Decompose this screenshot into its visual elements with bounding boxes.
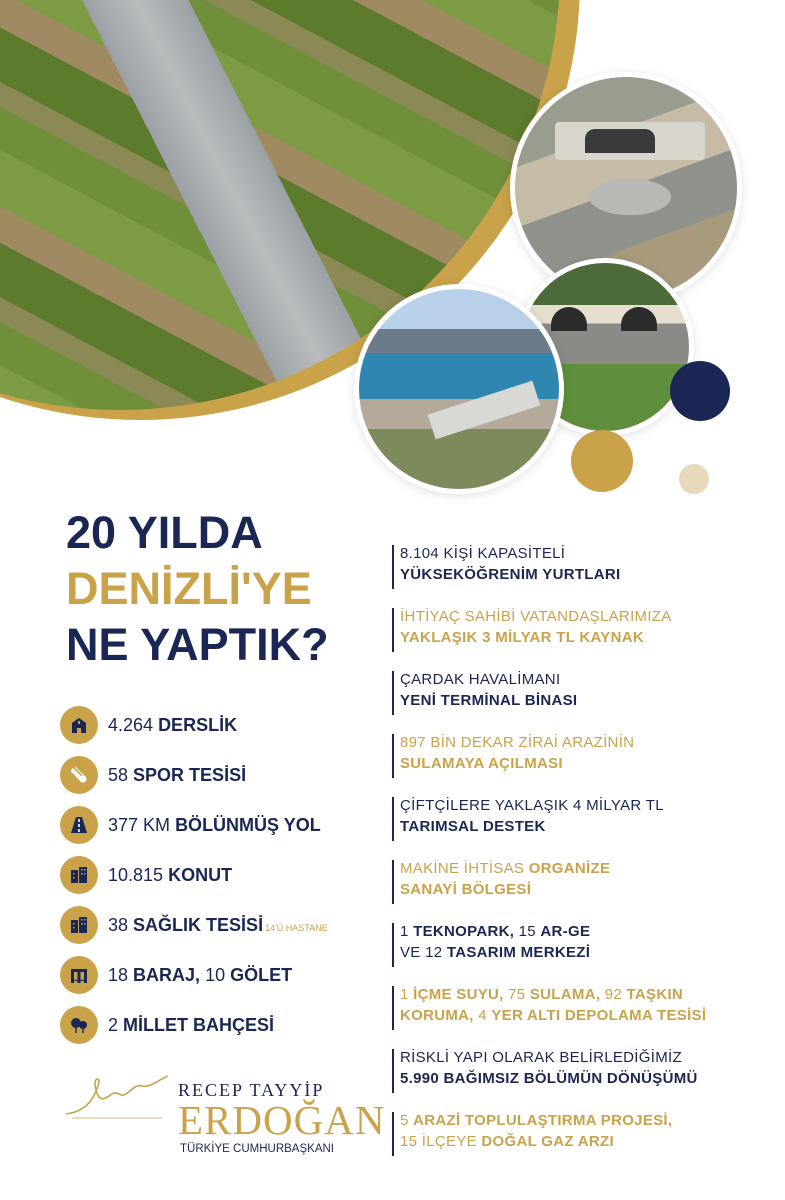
- achievements-list: [392, 543, 762, 1173]
- achievement-line: [400, 921, 762, 942]
- achievement-text: ORGANİZE: [528, 860, 611, 877]
- achievement-line: [400, 1131, 762, 1152]
- achievement-item: [392, 1047, 762, 1110]
- achievement-text: İÇME SUYU,: [413, 986, 504, 1003]
- achievement-text: ARAZİ TOPLULAŞTIRMA PROJESİ,: [413, 1112, 673, 1129]
- achievement-text: YENİ TERMİNAL BİNASI: [400, 692, 578, 709]
- achievement-line: [400, 858, 762, 879]
- dam-icon: [60, 956, 98, 994]
- stat-label: MİLLET BAHÇESİ: [123, 1014, 275, 1035]
- achievement-text: SULAMAYA AÇILMASI: [400, 755, 563, 772]
- achievement-text: SULAMA,: [529, 986, 601, 1003]
- signature-last-name: ERDOĞAN: [178, 1097, 386, 1143]
- achievement-item: [392, 669, 762, 732]
- achievement-line: [400, 690, 762, 711]
- shuttlecock-icon: [60, 756, 98, 794]
- achievement-item: [392, 984, 762, 1047]
- achievement-text: 4: [473, 1007, 492, 1024]
- achievement-line: [400, 1068, 762, 1089]
- stat-item: [60, 1000, 328, 1050]
- achievement-text: TASARIM MERKEZİ: [446, 944, 591, 961]
- signature-first-name: RECEP TAYYİP: [178, 1080, 325, 1100]
- achievement-item: [392, 606, 762, 669]
- stat-number: 38: [108, 914, 129, 935]
- achievement-text: AR-GE: [540, 923, 591, 940]
- stat-item: [60, 850, 328, 900]
- achievement-text: KORUMA,: [400, 1007, 474, 1024]
- achievement-line: [400, 543, 762, 564]
- achievement-text: TEKNOPARK,: [413, 923, 515, 940]
- achievement-text: YAKLAŞIK 3 MİLYAR TL KAYNAK: [400, 629, 644, 646]
- achievement-line: [400, 879, 762, 900]
- achievement-text: 5.990 BAĞIMSIZ BÖLÜMÜN DÖNÜŞÜMÜ: [400, 1070, 698, 1087]
- stat-item: [60, 950, 328, 1000]
- headline: [66, 505, 329, 673]
- achievement-text: 1: [400, 986, 414, 1003]
- stat-number: 4.264: [108, 714, 154, 735]
- school-icon: [60, 706, 98, 744]
- stat-number: 58: [108, 764, 129, 785]
- stat-item: [60, 800, 328, 850]
- stat-item: [60, 750, 328, 800]
- stat-label: BÖLÜNMÜŞ YOL: [175, 814, 321, 835]
- signature-title: TÜRKİYE CUMHURBAŞKANI: [180, 1143, 334, 1155]
- achievement-item: [392, 543, 762, 606]
- achievement-line: [400, 627, 762, 648]
- stat-number: 2: [108, 1014, 119, 1035]
- stat-label: SPOR TESİSİ: [133, 764, 247, 785]
- achievement-text: VE 12: [400, 944, 447, 961]
- achievement-line: [400, 1005, 762, 1026]
- achievement-item: [392, 921, 762, 984]
- gold-dot: [571, 430, 633, 492]
- achievement-line: [400, 795, 762, 816]
- building-icon: [60, 856, 98, 894]
- achievement-item: [392, 1110, 762, 1173]
- stats-list: [60, 700, 328, 1050]
- achievement-text: TAŞKIN: [626, 986, 684, 1003]
- stat-number-secondary: 10: [205, 964, 226, 985]
- stat-note: 14'Ü HASTANE: [265, 922, 328, 933]
- headline-line3: NE YAPTIK?: [66, 619, 329, 670]
- dam-photo: [354, 284, 564, 494]
- achievement-text: 5: [400, 1112, 414, 1129]
- headline-line1: 20 YILDA: [66, 507, 263, 558]
- headline-line2: DENİZLİ'YE: [66, 563, 312, 614]
- achievement-text: ÇİFTÇİLERE YAKLAŞIK 4 MİLYAR TL: [400, 797, 664, 814]
- stat-item: [60, 700, 328, 750]
- achievement-item: [392, 795, 762, 858]
- achievement-line: [400, 669, 762, 690]
- achievement-text: 8.104 KİŞİ KAPASİTELİ: [400, 545, 566, 562]
- achievement-line: [400, 753, 762, 774]
- stat-label: SAĞLIK TESİSİ: [133, 914, 264, 935]
- stat-item: [60, 900, 328, 950]
- stat-number: 10.815: [108, 864, 164, 885]
- achievement-text: SANAYİ BÖLGESİ: [400, 881, 532, 898]
- achievement-text: 15 İLÇEYE: [400, 1133, 482, 1150]
- stat-label: DERSLİK: [158, 714, 238, 735]
- achievement-text: YÜKSEKÖĞRENİM YURTLARI: [400, 566, 621, 583]
- signature-block: [62, 1060, 386, 1160]
- stat-number: 377 KM: [108, 814, 171, 835]
- achievement-text: RİSKLİ YAPI OLARAK BELİRLEDİĞİMİZ: [400, 1049, 682, 1066]
- achievement-line: [400, 1047, 762, 1068]
- achievement-text: ÇARDAK HAVALİMANI: [400, 671, 561, 688]
- achievement-line: [400, 1110, 762, 1131]
- hospital-icon: [60, 906, 98, 944]
- achievement-text: DOĞAL GAZ ARZI: [481, 1133, 614, 1150]
- achievement-text: 1: [400, 923, 414, 940]
- achievement-text: İHTİYAÇ SAHİBİ VATANDAŞLARIMIZA: [400, 608, 672, 625]
- achievement-line: [400, 984, 762, 1005]
- achievement-text: TARIMSAL DESTEK: [400, 818, 546, 835]
- achievement-text: 15: [514, 923, 541, 940]
- achievement-item: [392, 732, 762, 795]
- achievement-text: 897 BİN DEKAR ZİRAİ ARAZİNİN: [400, 734, 635, 751]
- achievement-item: [392, 858, 762, 921]
- stat-label-secondary: GÖLET: [230, 964, 293, 985]
- achievement-line: [400, 816, 762, 837]
- achievement-text: YER ALTI DEPOLAMA TESİSİ: [491, 1007, 707, 1024]
- achievement-text: 75: [503, 986, 530, 1003]
- achievement-text: 92: [600, 986, 627, 1003]
- achievement-line: [400, 732, 762, 753]
- achievement-line: [400, 606, 762, 627]
- beige-dot: [679, 464, 709, 494]
- stat-number: 18: [108, 964, 129, 985]
- achievement-text: MAKİNE İHTİSAS: [400, 860, 529, 877]
- achievement-line: [400, 564, 762, 585]
- road-icon: [60, 806, 98, 844]
- achievement-line: [400, 942, 762, 963]
- stat-label: BARAJ,: [133, 964, 201, 985]
- signature-scribble: [62, 1064, 172, 1124]
- navy-dot: [670, 361, 730, 421]
- tree-icon: [60, 1006, 98, 1044]
- stat-label: KONUT: [168, 864, 233, 885]
